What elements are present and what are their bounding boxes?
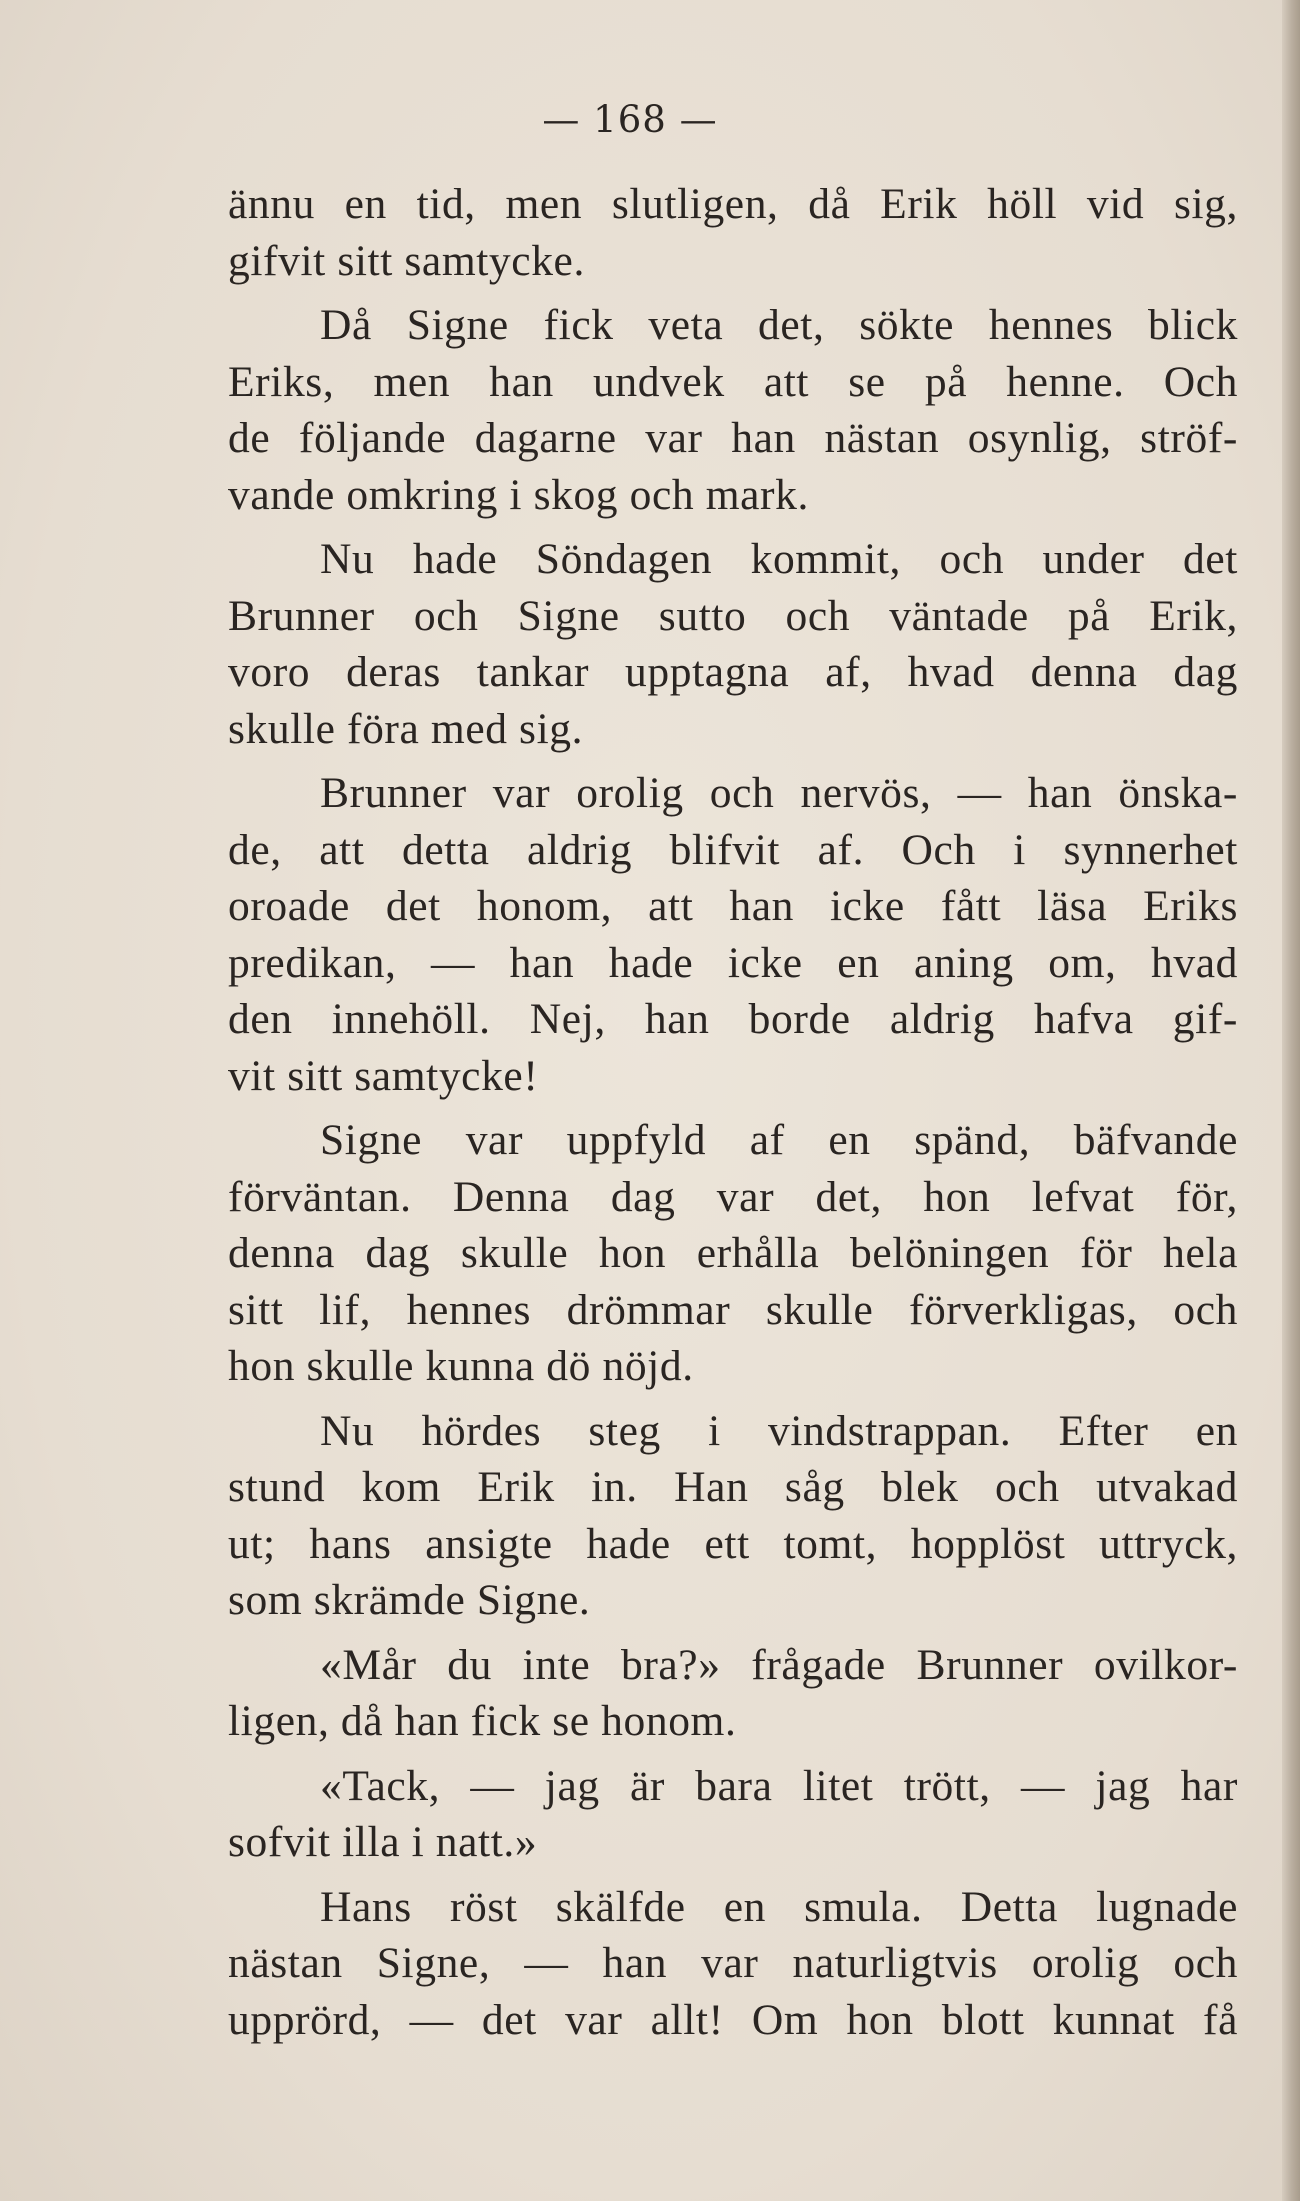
paragraph xyxy=(228,1403,1238,1629)
paragraph xyxy=(228,1879,1238,2049)
text-line: upprörd, — det var allt! Om hon blott kunnat få xyxy=(228,1995,1238,2044)
text-line: «Tack, — jag är bara litet trött, — jag har xyxy=(320,1761,1238,1810)
text-line: Hans röst skälfde en smula. Detta lugnade xyxy=(320,1882,1238,1931)
paragraph xyxy=(228,297,1238,523)
paragraph xyxy=(228,531,1238,757)
text-line: förväntan. Denna dag var det, hon lefvat för, xyxy=(228,1172,1238,1221)
text-line: hon skulle kunna dö nöjd. xyxy=(228,1342,694,1390)
text-line: sofvit illa i natt.» xyxy=(228,1818,538,1866)
text-line: de, att detta aldrig blifvit af. Och i synnerhet xyxy=(228,825,1238,874)
text-line: de följande dagarne var han nästan osynlig, ströf- xyxy=(228,414,1238,462)
text-line: vande omkring i skog och mark. xyxy=(228,470,809,519)
text-line: den innehöll. Nej, han borde aldrig hafva gif- xyxy=(228,995,1238,1043)
text-line: ännu en tid, men slutligen, då Erik höll vid sig, xyxy=(228,180,1238,228)
text-line: ut; hans ansigte hade ett tomt, hopplöst uttryck, xyxy=(228,1519,1238,1568)
text-line: Nu hördes steg i vindstrappan. Efter en xyxy=(320,1406,1238,1455)
body-text xyxy=(228,176,1238,2056)
text-line: skulle föra med sig. xyxy=(228,704,584,753)
text-line: nästan Signe, — han var naturligtvis orolig och xyxy=(228,1939,1238,1987)
text-line: voro deras tankar upptagna af, hvad denna dag xyxy=(228,648,1238,696)
text-line: som skrämde Signe. xyxy=(228,1576,591,1624)
text-line: sitt lif, hennes drömmar skulle förverkligas, och xyxy=(228,1285,1238,1334)
text-line: Brunner var orolig och nervös, — han önska- xyxy=(320,769,1238,817)
text-line: ligen, då han fick se honom. xyxy=(228,1697,737,1745)
page-number: — 168 — xyxy=(542,98,718,141)
text-line: stund kom Erik in. Han såg blek och utvakad xyxy=(228,1463,1238,1511)
text-line: vit sitt samtycke! xyxy=(228,1051,539,1100)
text-line: Då Signe fick veta det, sökte hennes blick xyxy=(320,301,1238,349)
text-line: denna dag skulle hon erhålla belöningen för hela xyxy=(228,1229,1238,1277)
page-edge xyxy=(1282,0,1300,2201)
paragraph xyxy=(228,176,1238,289)
text-line: oroade det honom, att han icke fått läsa Eriks xyxy=(228,882,1238,930)
text-line: Brunner och Signe sutto och väntade på Erik, xyxy=(228,591,1238,640)
paragraph xyxy=(228,1758,1238,1871)
text-line: Nu hade Söndagen kommit, och under det xyxy=(320,535,1238,583)
paragraph xyxy=(228,1637,1238,1750)
paragraph xyxy=(228,1112,1238,1395)
text-line: «Mår du inte bra?» frågade Brunner ovilkor- xyxy=(320,1640,1238,1689)
text-line: predikan, — han hade icke en aning om, hvad xyxy=(228,938,1238,987)
paragraph xyxy=(228,765,1238,1104)
text-line: gifvit sitt samtycke. xyxy=(228,236,585,285)
text-line: Signe var uppfyld af en spänd, bäfvande xyxy=(320,1116,1238,1164)
text-line: Eriks, men han undvek att se på henne. Och xyxy=(228,357,1238,406)
